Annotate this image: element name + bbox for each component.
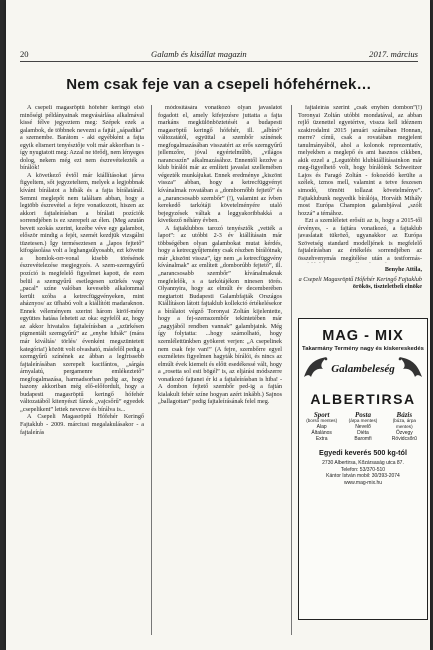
product-name: Posta <box>355 411 371 419</box>
article-column-3 <box>298 105 422 263</box>
product-qualifier: (borsó mentes) <box>306 418 338 423</box>
ad-city: ALBERTIRSA <box>310 391 416 407</box>
pigeon-icon <box>391 353 425 387</box>
advertisement-box <box>298 318 428 620</box>
paragraph: módosítására vonatkozó olyan javaslatot fogadott el, amely kifejezésre juttatta a fajta markáns megkülönböztetését a budapesti magasröptű keringő hófehér, ill. „albínó” változatától, együttal a szembőr színének megfogalmazásában visszatért az erős szemgyűrű jellemzőre, jóval egyértelműbb, „világos narancsszín” alkalmazásához. Ennentől kezdve a klub bírálói már az említett javaslat szellemében végezték munkájukat. Ennek eredménye „kiszönt vissza” abban, hogy a ketrecfüggvényt kívánalmak rovatában a „dombornőbb fejtető” és a „narancsosabb szembőr” (!), valamint az ívben kerekedő tarkótáji követelményére utaló bejegyzések váltak a leggyakoribbakká a kivetkező néhány évben. <box>158 105 282 225</box>
ad-store-name: Galambeleség <box>331 363 395 375</box>
paragraph: A Csepeli Magasröptű Hófehér Keringő Fajtaklub - 2009. márciusi megalakulásakor - a fajtaleírás <box>20 414 144 436</box>
product-qualifier: (árpa mentes) <box>348 418 378 423</box>
column-divider <box>151 105 152 635</box>
product-name: Sport <box>313 411 330 419</box>
ad-contact <box>299 460 427 486</box>
product-item: Özvegy <box>395 430 413 436</box>
product-group <box>384 412 424 442</box>
product-item: Extra <box>315 436 328 442</box>
magazine-name: Galamb és kisállat magazin <box>151 49 247 59</box>
product-group <box>343 412 383 442</box>
ad-logo-banner <box>299 353 427 391</box>
ad-website: www.mag-mix.hu <box>343 479 383 486</box>
author-role-prefix: a Csepeli Magasröptű Hófehér Keringő Fajtaklub <box>298 276 422 283</box>
product-item: Nevelő <box>355 424 371 430</box>
product-item: Baromfi <box>354 436 372 442</box>
paragraph: A csepeli magasröptű hófehér keringő első minőségi példányainak megvásárlása alkalmával kissé félve jegyeztem meg: Szépek ezek a galambok, de többnek nevezni a fajtát „sápadtka” a szemembe. Barátom - aki egyébként a fajta egyik elismert tenyésztője volt már akkoriban is - így nyugtatott meg: Azzal ne törődj, nem lényeges dolog, nekem még ezt nem észrevételezték a bírálók! <box>20 105 144 172</box>
ad-mix-line: Egyedi keverés 500 kg-tól <box>319 448 407 457</box>
article-title: Nem csak feje van a csepeli hófehérnek… <box>66 76 372 93</box>
product-item: Diéta <box>357 430 369 436</box>
author-role-suffix: örökös, tiszteletbeli elnöke <box>352 284 422 291</box>
paragraph: Ezt a szemléletet erősíti az is, hogy a 2015-től érvényes, - a fajtára vonatkozó, a fajtaklub javaslatait tükröző, ugyanakkor az Európa Szövetség standard modelljének is megfelelő fajtaleírásban az értékelés sorrendjében az összehvenymás megítélése után a testformás- <box>298 218 422 262</box>
article-column-1 <box>20 105 144 635</box>
issue-date: 2017. március <box>369 49 418 59</box>
product-name: Bázis <box>396 411 413 419</box>
column-divider <box>291 105 292 635</box>
page-number: 20 <box>20 49 29 59</box>
ad-brand: MAG - MIX <box>322 328 404 344</box>
article-column-2 <box>158 105 282 635</box>
magazine-page <box>6 0 430 650</box>
product-item: Általános <box>311 430 332 436</box>
ad-address: 2730 Albertirsa, Kőzársaság utca 87. <box>322 460 404 466</box>
product-qualifier: (búza, árpa mentes) <box>392 418 416 429</box>
product-group <box>302 412 342 442</box>
ad-mobile: Kántor István mobil: 30/393-2074 <box>326 473 400 480</box>
author-name: Benyhe Attila, <box>384 267 422 273</box>
ad-phone: Telefon: 53/370-510 <box>340 466 386 473</box>
product-item: Alap <box>316 424 327 430</box>
product-item: Rövidcsőrű <box>391 436 417 442</box>
paragraph: A fajtaklubbos tarozó tenyésztők „vették a lapot”: az utóbbi 2-3 év kiállításain már többségében olyan galambokat mutat kérdés, hogy a ketrecgyűjtemény csak részben bírálóinak, már „kiszönt vissza”, így nem „a ketrecfüggvény kívánalmak” az említett „domborúbb fejtető”, ill. „narancsosabb szembőr” kívánalmaknak megfelelők, s a tarkótájékon ninesen törés. Olyannyira, hogy az elmúlt év decemberében megtartott Budapesti Galambfajták Országos Kiállításon látott fajtaklub kollekció értékelésekor a bírálatot végző Toronyai Zoltán kijelentette, hogy a fej-szemszembőr tekintetében már „nagyjából rendben vannak” galambjaink. Még így folytatta: ...hogy számolható, hogy szemlélettünkben gyökeret verjen: „A csepelinek nem csak feje van!” (A fejre, szembőrre egyel eszméletes figyelmen hagyták bírálói, és nincs az elmúlt évek kiemelt és előtt esedékessé vált, hogy a „rosetta sol esti bögél” is, az eljárási módszerre vonatkozó fajtanei ér ki a fajtaleírásban is hiba! - A dombon fejtető szembőr ped-ig a fajtán kialakult fehér színe hogyan azért inkább.) Sajnos „ballagottan” pedig fajtaleírásának felel meg. <box>158 225 282 406</box>
paragraph: fajtaleírás szerint „csak enyhén dombon”(!) Toronyai Zoltán utóbbi mondatával, az abban rejlő üzenettel egyetértve, vissza kell idéznem szakirodalmi 2015 januári számában Honnan, merre? című, csak a rovatában megjelent tanulmányából, ahol a kolonok reprezentatív, melyekben a meglepő és ami hasznos cikkben, akik ezzel a „Legutóbbi klubkiállításainkon már meg-figyelhető volt, hogy bírálóink Schweitzer Lajos és Faragó Zoltán - fokozódó kerülte a szélek, izmos mell, valamint a tetve feszesen simodó, tömött tollazat követelménye”. Fajtaklubunk negyedik bírálója, Horváth Mihály most Európa Champion galambjával „szólt hozzá” a témához. <box>298 105 422 217</box>
author-signature <box>298 267 422 292</box>
ad-products <box>299 412 427 442</box>
paragraph: A következő évtől már kiállításokat járva figyeltem, sőt jegyzeteltem, melyek a legjobbnak kívánt bírálatot a hibák és a fajta bírálatánál. Semmi meglepőt nem találtam abban, hogy a legtöbb észrevétel a fejre vonatkozott, hiszen az akkori fajtaleírásban a bírálati pozíciók sorrendjében is ez szerepelt az élen. (Meg azután bevett szokás szerint, kezébe véve egy galambot, először mindig a fejét, szemét kezdjük vizsgálni tüzetesen.) Így terméseztesen a „lapos fejtető” kifogásolása volt a leghangsúlyosabb, ezt követte a homlok-orr-vonal kisebb törésének észrevételezése megjegyzés. A szem-szemgyűrű pozíció is megfelelő figyelmet kapott, de ezen belül a szemgyűrű esetlegesen szürkés vagy „pacal” színe valóban kevesebb alkalommal került szóba a ketrecfüggvényeken, mint aháznyos/ az üfhabú volt a kiállítótt madaraknon. Ennek véleményem szerint három kiröf-mény együttes hatása lehetett az oka: egyfelől az, hogy az akkor hivatalos fajtaleírásban a „szürkésen pigmentált szemgyűrű” az „enyhe hibák” (mára már kiváltás/ törlés/ évenként megszüntetett kategória!) között volt olvasható, másfelől pedig a szemgyűrű színének az ábban a legfrissebb fajtaleírásában szerepelt kacifántos, „sárgás árnyalatú, pergamenre emlékeztető” megfogalmazása, harmadsorban pedig az, hogy hazony akkoriban még elő-előfordult, hogy a budapesti magasröptű keringő hófehér változatából kitenyészt fánok „vajcsőrű” egyedek „csepelikent” lettek nevezve és bírálva is... <box>20 172 144 413</box>
author-role <box>298 277 422 292</box>
ad-tagline: Takarmány Termény nagy és kiskereskedés <box>302 346 424 352</box>
page-header <box>20 49 418 62</box>
